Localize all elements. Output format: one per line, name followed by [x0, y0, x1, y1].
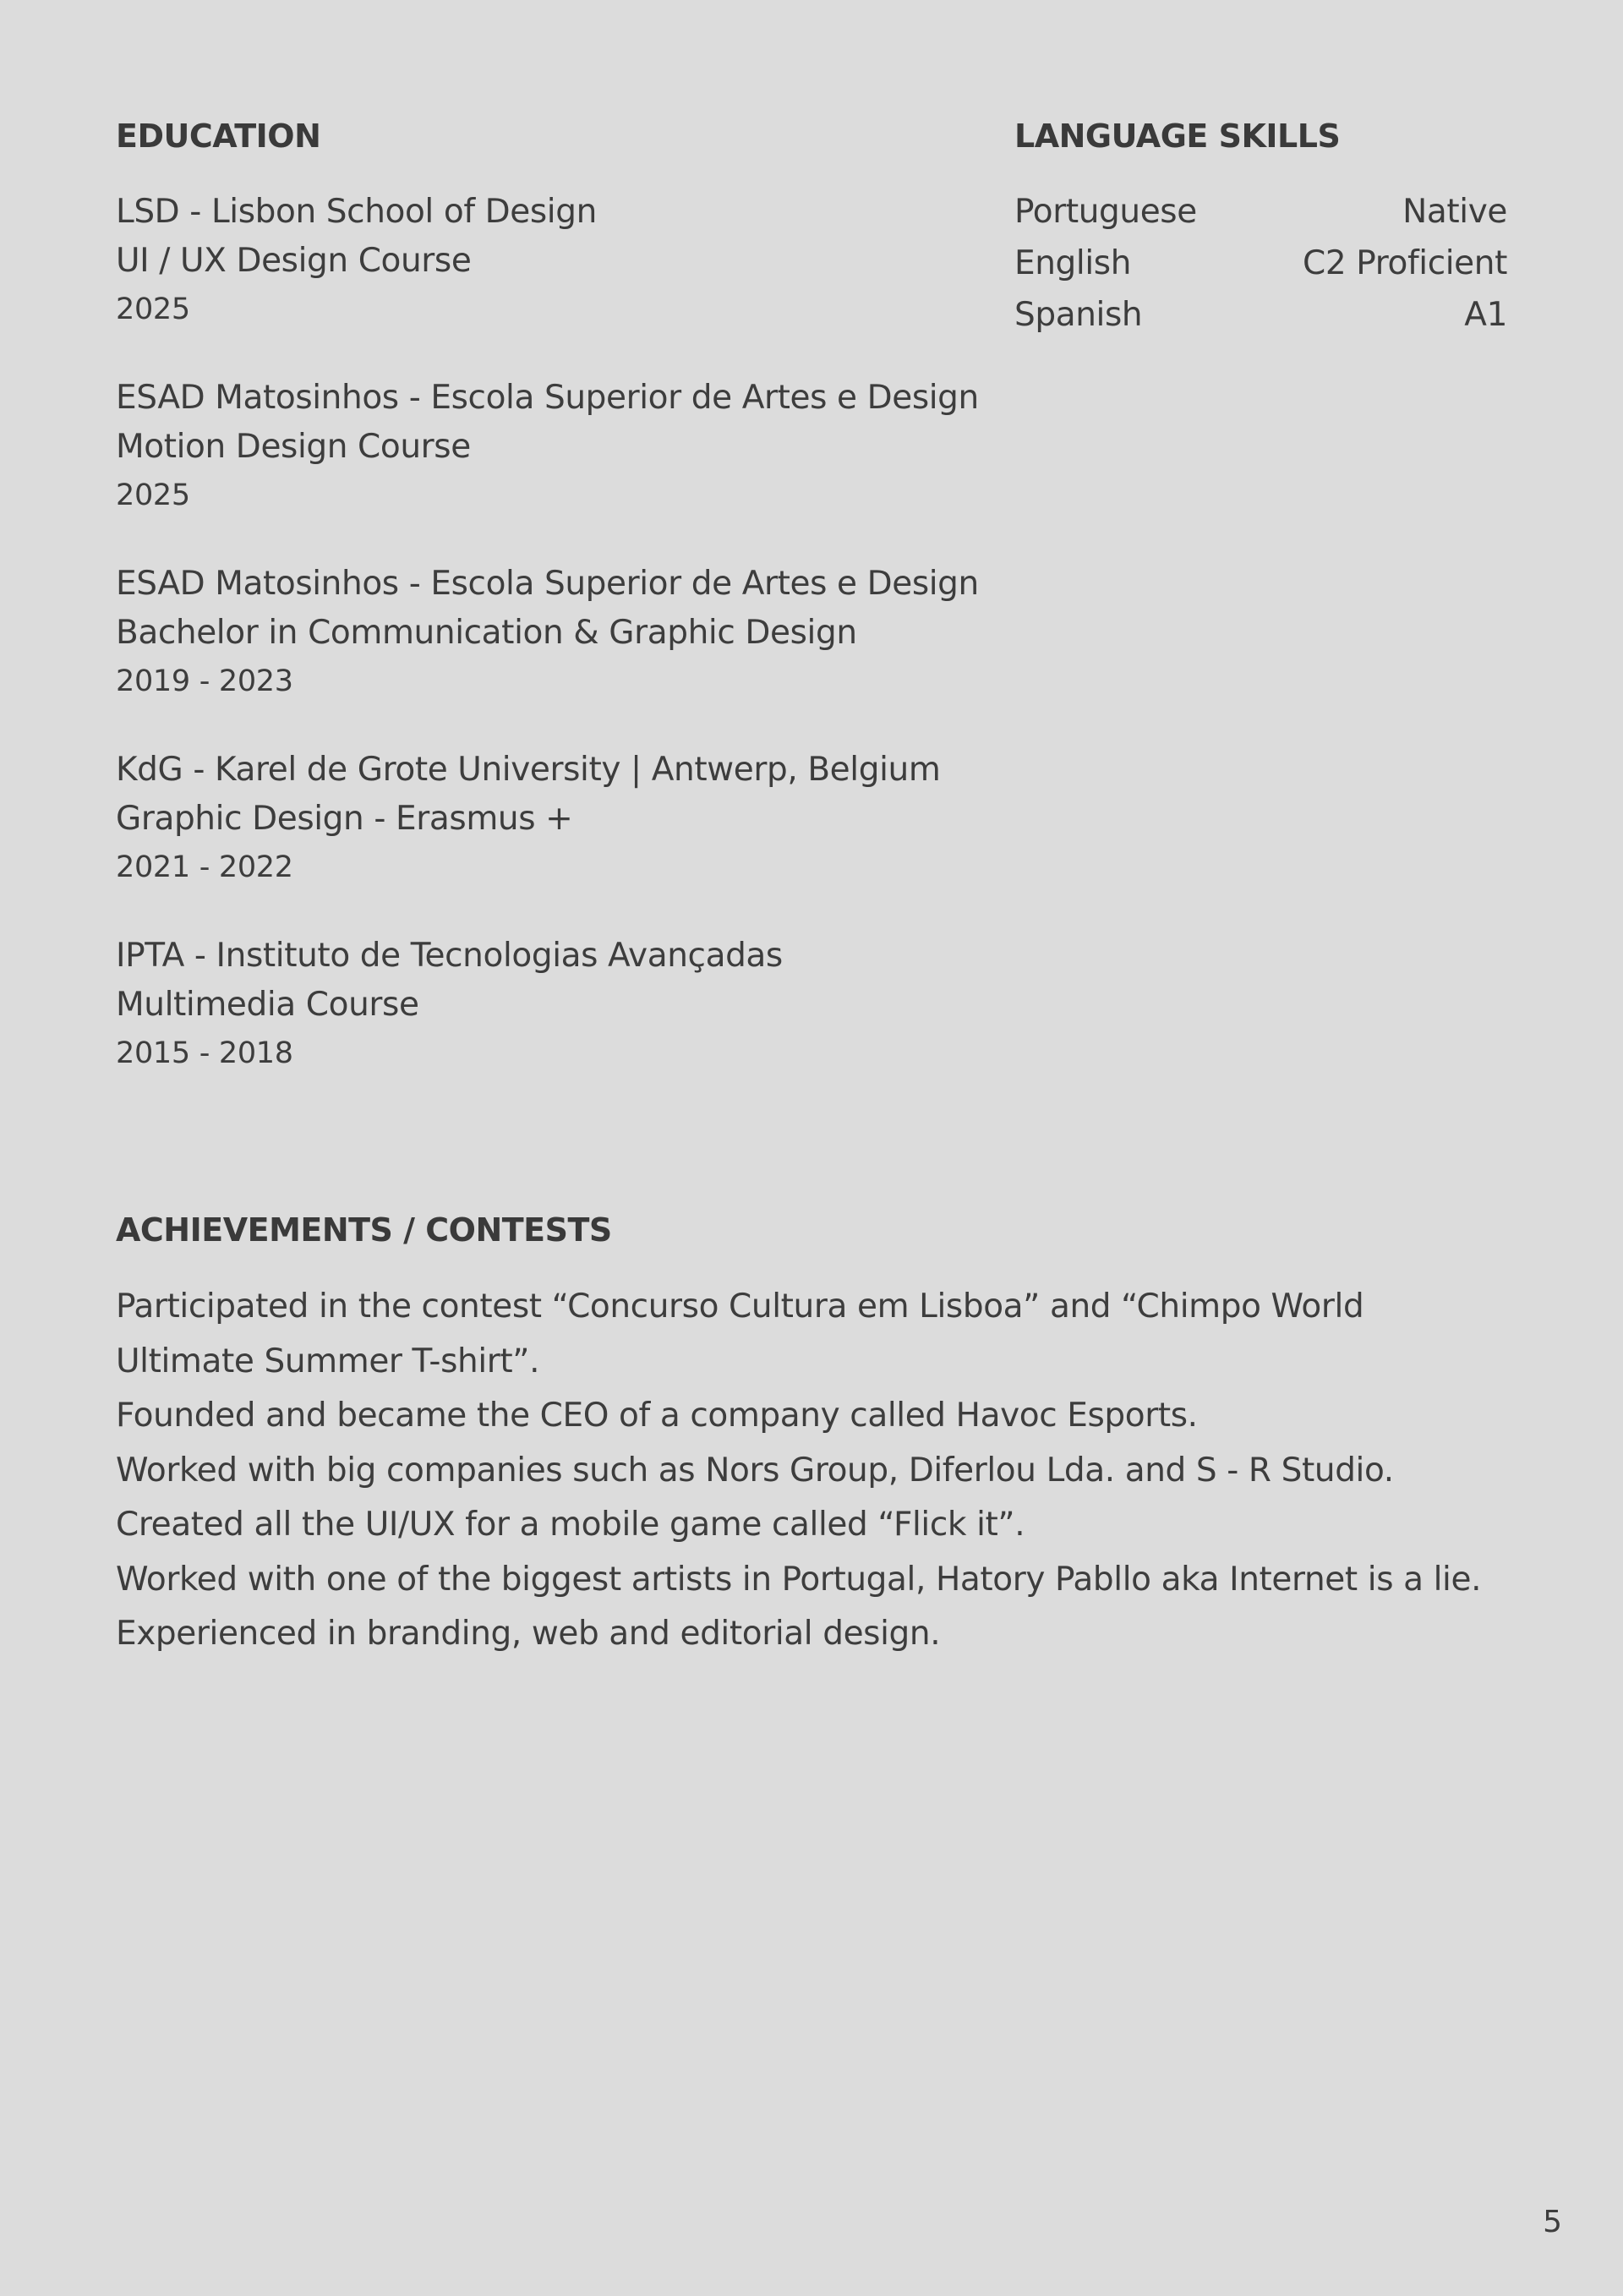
education-section: [116, 120, 995, 1118]
education-course: Bachelor in Communication & Graphic Design: [116, 614, 857, 652]
education-institution: LSD - Lisbon School of Design: [116, 193, 597, 231]
education-years: 2019 - 2023: [116, 664, 293, 698]
education-heading: EDUCATION: [116, 118, 321, 155]
education-entry: [116, 374, 995, 519]
education-entry: [116, 746, 995, 891]
education-institution: KdG - Karel de Grote University | Antwerp, Belgium: [116, 751, 941, 789]
achievement-item: Founded and became the CEO of a company called Havoc Esports.: [116, 1397, 1198, 1435]
education-institution: IPTA - Instituto de Tecnologias Avançadas: [116, 937, 783, 975]
language-skills-heading: LANGUAGE SKILLS: [1014, 118, 1341, 155]
education-course: Motion Design Course: [116, 428, 471, 466]
education-years: 2025: [116, 478, 190, 512]
achievement-item: Created all the UI/UX for a mobile game called “Flick it”.: [116, 1506, 1025, 1544]
achievements-section: [116, 1211, 1511, 1662]
language-row: [1014, 238, 1507, 289]
education-entry: [116, 560, 995, 705]
education-list: [116, 188, 995, 1077]
education-years: 2025: [116, 292, 190, 326]
education-institution: ESAD Matosinhos - Escola Superior de Artes e Design: [116, 379, 979, 417]
language-skills-section: [1014, 120, 1507, 341]
education-course: UI / UX Design Course: [116, 242, 472, 280]
achievement-item: Worked with big companies such as Nors Group, Diferlou Lda. and S - R Studio.: [116, 1451, 1394, 1490]
language-name: Spanish: [1014, 296, 1143, 334]
achievement-item: Worked with one of the biggest artists in Portugal, Hatory Pabllo aka Internet is a lie.: [116, 1560, 1482, 1599]
language-row: [1014, 186, 1507, 238]
language-level: C2 Proficient: [1303, 244, 1507, 282]
language-name: English: [1014, 244, 1132, 282]
language-name: Portuguese: [1014, 193, 1197, 231]
education-years: 2021 - 2022: [116, 850, 293, 884]
language-list: [1014, 186, 1507, 341]
achievements-list: [116, 1280, 1511, 1662]
achievements-heading: ACHIEVEMENTS / CONTESTS: [116, 1211, 612, 1249]
education-institution: ESAD Matosinhos - Escola Superior de Artes e Design: [116, 565, 979, 603]
language-row: [1014, 289, 1507, 341]
education-course: Multimedia Course: [116, 986, 419, 1024]
language-level: A1: [1464, 296, 1507, 334]
education-entry: [116, 188, 995, 333]
education-course: Graphic Design - Erasmus +: [116, 800, 573, 838]
education-years: 2015 - 2018: [116, 1036, 293, 1070]
page-number: 5: [1543, 2205, 1562, 2239]
achievement-item: Experienced in branding, web and editorial design.: [116, 1615, 941, 1653]
education-entry: [116, 932, 995, 1077]
achievement-item: Participated in the contest “Concurso Cultura em Lisboa” and “Chimpo World Ultimate Summer T-shirt”.: [116, 1287, 1364, 1380]
language-level: Native: [1402, 193, 1507, 231]
